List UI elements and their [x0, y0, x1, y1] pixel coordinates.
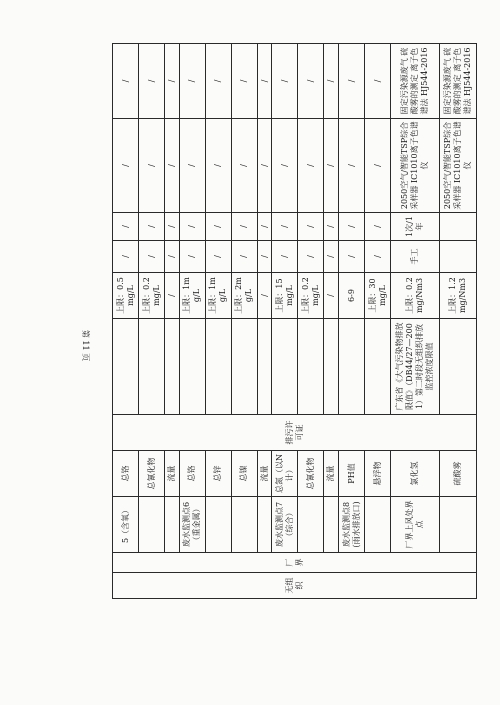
standard-cell [113, 319, 139, 415]
frequency-cell: / [298, 213, 324, 241]
method-cell: / [365, 241, 391, 273]
standard-cell [165, 319, 180, 415]
limit-cell: 上限：0.2mg/Nm3 [391, 273, 440, 319]
standard-cell [205, 319, 231, 415]
table-row [365, 44, 391, 599]
limit-cell: 上限：15mg/L [272, 273, 298, 319]
analysis-method-cell: / [205, 44, 231, 119]
instrument-cell: / [298, 119, 324, 213]
method-cell: / [139, 241, 165, 273]
section-boundary-cell: 厂界 [113, 553, 477, 573]
analysis-method-cell: / [179, 44, 205, 119]
analysis-method-cell: / [139, 44, 165, 119]
monitoring-point-cell: 废水监测点8(雨水排放口) [339, 497, 365, 553]
frequency-cell: / [139, 213, 165, 241]
table-row [391, 44, 440, 599]
page-number: 第 11 页 [81, 329, 91, 362]
frequency-cell: / [165, 213, 180, 241]
pollutant-item-cell: 总氰化物 [298, 451, 324, 497]
rotated-monitoring-table [112, 44, 477, 599]
instrument-cell: / [272, 119, 298, 213]
section-unorganized-cell: 无组织 [113, 573, 477, 599]
frequency-cell: / [257, 213, 272, 241]
method-cell: / [339, 241, 365, 273]
standard-cell [272, 319, 298, 415]
frequency-cell: / [231, 213, 257, 241]
monitoring-point-cell [439, 497, 476, 553]
monitoring-point-cell: 厂界上风处界点 [391, 497, 440, 553]
standard-cell [231, 319, 257, 415]
pollutant-item-cell: 总铬 [113, 451, 139, 497]
table-row [272, 44, 298, 599]
standard-cell [257, 319, 272, 415]
limit-cell: 上限：2mg/L [231, 273, 257, 319]
pollutant-item-cell: 流量 [165, 451, 180, 497]
table-row [298, 44, 324, 599]
limit-cell: 上限：0.2mg/L [298, 273, 324, 319]
analysis-method-cell: / [339, 44, 365, 119]
monitoring-point-cell [231, 497, 257, 553]
table-row [165, 44, 180, 599]
monitoring-point-cell [139, 497, 165, 553]
instrument-cell: / [365, 119, 391, 213]
pollutant-item-cell: 硫酸雾 [439, 451, 476, 497]
pollutant-item-cell: 氯化氢 [391, 451, 440, 497]
limit-cell: 上限：0.5mg/L [113, 273, 139, 319]
pollutant-item-cell: 流量 [257, 451, 272, 497]
limit-cell: 6-9 [339, 273, 365, 319]
monitoring-point-cell [298, 497, 324, 553]
table-row [324, 44, 339, 599]
analysis-method-cell: / [365, 44, 391, 119]
method-cell: / [231, 241, 257, 273]
analysis-method-cell: / [165, 44, 180, 119]
limit-cell: 上限：1mg/L [179, 273, 205, 319]
frequency-cell: / [179, 213, 205, 241]
instrument-cell: / [339, 119, 365, 213]
frequency-cell [439, 213, 476, 241]
monitoring-point-cell [365, 497, 391, 553]
instrument-cell: 2050空气/智能TSP综合采样器 IC1010离子色谱仪 [439, 119, 476, 213]
monitoring-point-cell [205, 497, 231, 553]
table-row [139, 44, 165, 599]
monitoring-point-cell: 废水监测点7（综合） [272, 497, 298, 553]
instrument-cell: / [139, 119, 165, 213]
frequency-cell: 1次/1年 [391, 213, 440, 241]
limit-cell: 上限：1.2mg/Nm3 [439, 273, 476, 319]
method-cell [439, 241, 476, 273]
standard-cell [139, 319, 165, 415]
table-row [231, 44, 257, 599]
standard-cell [179, 319, 205, 415]
monitoring-point-cell [257, 497, 272, 553]
method-cell: / [113, 241, 139, 273]
pollutant-item-cell: 总镍 [231, 451, 257, 497]
method-cell: / [205, 241, 231, 273]
instrument-cell: 2050空气/智能TSP综合采样器 IC1010离子色谱仪 [391, 119, 440, 213]
frequency-cell: / [339, 213, 365, 241]
pollutant-item-cell: 悬浮物 [365, 451, 391, 497]
standard-cell [439, 319, 476, 415]
instrument-cell: / [257, 119, 272, 213]
instrument-cell: / [324, 119, 339, 213]
limit-cell: / [324, 273, 339, 319]
analysis-method-cell: 固定污染源废气 硫酸雾的测定 离子色谱法 HJ544-2016 [391, 44, 440, 119]
standard-cell [298, 319, 324, 415]
table-row [113, 44, 139, 599]
monitoring-point-cell: 5（含氧） [113, 497, 139, 553]
limit-cell: / [257, 273, 272, 319]
method-cell: / [257, 241, 272, 273]
analysis-method-cell: / [231, 44, 257, 119]
frequency-cell: / [113, 213, 139, 241]
table-row [439, 44, 476, 599]
limit-cell: 上限：30mg/L [365, 273, 391, 319]
standard-cell [339, 319, 365, 415]
analysis-method-cell: / [113, 44, 139, 119]
standard-cell: 广东省《大气污染物排放限值》（DB44/27—2001）第二时段无组织排放监控浓度限值 [391, 319, 440, 415]
pollutant-item-cell: 总锌 [205, 451, 231, 497]
pollutant-item-cell: 总氰化物 [139, 451, 165, 497]
frequency-cell: / [272, 213, 298, 241]
method-cell: 手工 [391, 241, 440, 273]
table-row [339, 44, 365, 599]
limit-cell: 上限：0.2mg/L [139, 273, 165, 319]
monitoring-table [112, 43, 477, 599]
instrument-cell: / [231, 119, 257, 213]
instrument-cell: / [113, 119, 139, 213]
limit-cell: / [165, 273, 180, 319]
method-cell: / [179, 241, 205, 273]
pollutant-item-cell: 总氮（以N计） [272, 451, 298, 497]
monitoring-point-cell: 废水监测点6（重金属） [179, 497, 205, 553]
limit-cell: 上限：1mg/L [205, 273, 231, 319]
standard-cell [365, 319, 391, 415]
pollutant-item-cell: PH值 [339, 451, 365, 497]
frequency-cell: / [365, 213, 391, 241]
pollutant-item-cell: 总铬 [179, 451, 205, 497]
analysis-method-cell: / [324, 44, 339, 119]
pollutant-item-cell: 流量 [324, 451, 339, 497]
monitoring-point-cell [165, 497, 180, 553]
analysis-method-cell: / [298, 44, 324, 119]
method-cell: / [165, 241, 180, 273]
instrument-cell: / [165, 119, 180, 213]
monitoring-point-cell [324, 497, 339, 553]
analysis-method-cell: 固定污染源废气 硫酸雾的测定 离子色谱法 HJ544-2016 [439, 44, 476, 119]
instrument-cell: / [179, 119, 205, 213]
analysis-method-cell: / [272, 44, 298, 119]
table-row [205, 44, 231, 599]
method-cell: / [324, 241, 339, 273]
instrument-cell: / [205, 119, 231, 213]
table-row [257, 44, 272, 599]
frequency-cell: / [205, 213, 231, 241]
standard-cell [324, 319, 339, 415]
frequency-cell: / [324, 213, 339, 241]
analysis-method-cell: / [257, 44, 272, 119]
permit-cell: 排污许可证 [113, 415, 477, 451]
table-row [179, 44, 205, 599]
method-cell: / [298, 241, 324, 273]
method-cell: / [272, 241, 298, 273]
